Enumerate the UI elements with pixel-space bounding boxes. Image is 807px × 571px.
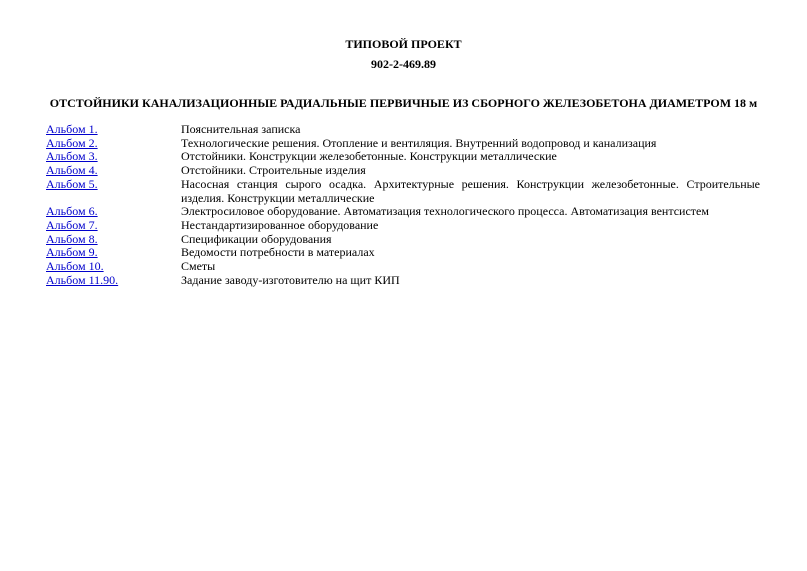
album-2-description: Технологические решения. Отопление и вентиляция. Внутренний водопровод и канализация bbox=[181, 135, 657, 150]
album-4-link[interactable]: Альбом 4. bbox=[46, 163, 98, 178]
album-3-description: Отстойники. Конструкции железобетонные. Конструкции металлические bbox=[181, 149, 557, 164]
album-9-link[interactable]: Альбом 9. bbox=[46, 245, 98, 260]
album-row bbox=[46, 178, 760, 205]
album-11-description: Задание заводу-изготовителю на щит КИП bbox=[181, 272, 400, 287]
album-row bbox=[46, 274, 760, 288]
album-row bbox=[46, 233, 760, 247]
album-3-link[interactable]: Альбом 3. bbox=[46, 149, 98, 164]
album-row bbox=[46, 137, 760, 151]
project-number: 902-2-469.89 bbox=[371, 57, 436, 71]
album-10-link[interactable]: Альбом 10. bbox=[46, 259, 104, 274]
album-5-description: Насосная станция сырого осадка. Архитектурные решения. Конструкции железобетонные. Строительные изделия. Конструкции металлические bbox=[181, 176, 760, 205]
album-list bbox=[46, 123, 760, 287]
album-7-description: Нестандартизированное оборудование bbox=[181, 217, 379, 232]
album-8-link[interactable]: Альбом 8. bbox=[46, 231, 98, 246]
album-7-link[interactable]: Альбом 7. bbox=[46, 217, 98, 232]
project-title: ОТСТОЙНИКИ КАНАЛИЗАЦИОННЫЕ РАДИАЛЬНЫЕ ПЕРВИЧНЫЕ ИЗ СБОРНОГО ЖЕЛЕЗОБЕТОНА ДИАМЕТРОМ 18 м bbox=[49, 96, 758, 110]
album-11-link[interactable]: Альбом 11.90. bbox=[46, 272, 119, 287]
album-4-description: Отстойники. Строительные изделия bbox=[181, 163, 366, 178]
album-row bbox=[46, 150, 760, 164]
album-row bbox=[46, 123, 760, 137]
album-6-link[interactable]: Альбом 6. bbox=[46, 204, 98, 219]
album-9-description: Ведомости потребности в материалах bbox=[181, 245, 375, 260]
album-row bbox=[46, 219, 760, 233]
album-row bbox=[46, 260, 760, 274]
album-row bbox=[46, 205, 760, 219]
album-10-description: Сметы bbox=[181, 259, 216, 274]
album-1-description: Пояснительная записка bbox=[181, 122, 301, 136]
project-type-heading: ТИПОВОЙ ПРОЕКТ bbox=[345, 37, 462, 51]
album-row bbox=[46, 164, 760, 178]
album-1-link[interactable]: Альбом 1. bbox=[46, 122, 98, 136]
album-row bbox=[46, 246, 760, 260]
album-6-description: Электросиловое оборудование. Автоматизация технологического процесса. Автоматизация вентсистем bbox=[181, 204, 709, 219]
album-8-description: Спецификации оборудования bbox=[181, 231, 332, 246]
album-2-link[interactable]: Альбом 2. bbox=[46, 135, 98, 150]
album-5-link[interactable]: Альбом 5. bbox=[46, 176, 98, 191]
